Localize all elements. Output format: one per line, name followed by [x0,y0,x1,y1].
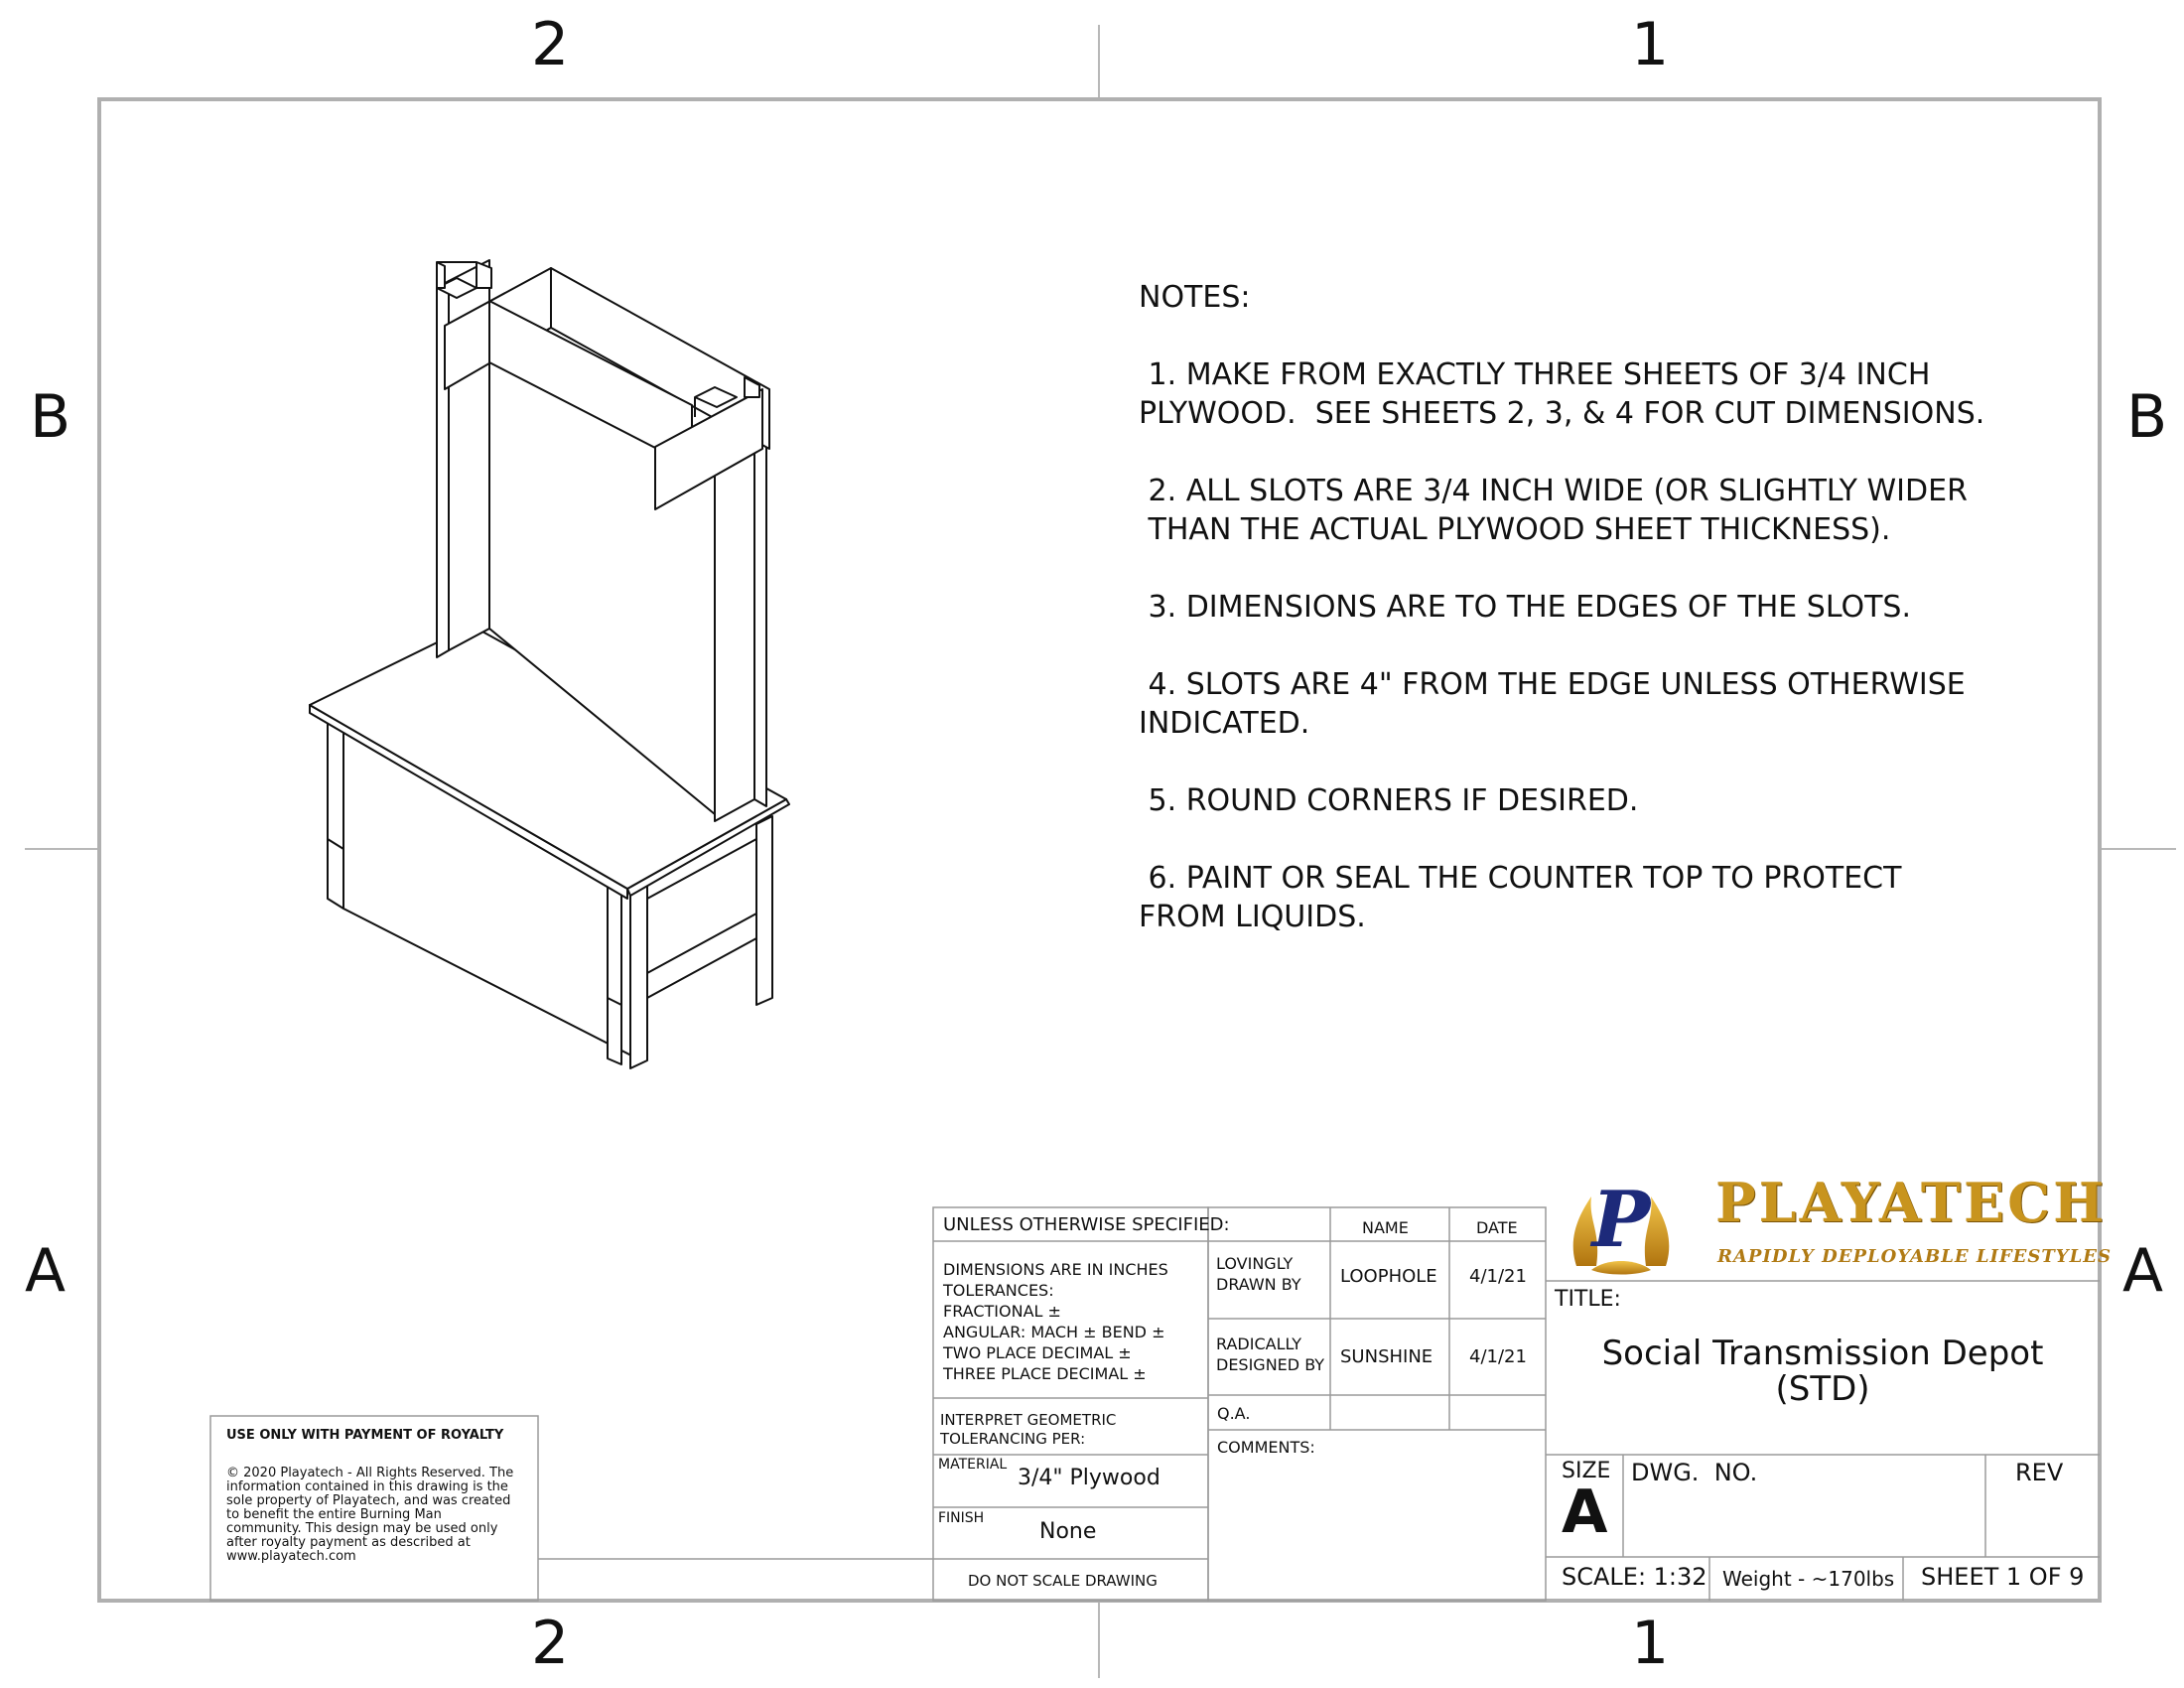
title-label: TITLE: [1555,1287,1621,1312]
zone-top-2: 2 [531,10,570,79]
royalty-line: © 2020 Playatech - All Rights Reserved. The [226,1466,514,1480]
qa-label: Q.A. [1217,1404,1251,1423]
notes-line: 6. PAINT OR SEAL THE COUNTER TOP TO PROTECT [1139,861,1902,896]
dwg-no-label: DWG. NO. [1631,1459,1758,1486]
drawn-by-label-line: DRAWN BY [1216,1275,1301,1294]
zone-top-1: 1 [1631,10,1670,79]
royalty-line: information contained in this drawing is the [226,1479,508,1494]
notes-line: 2. ALL SLOTS ARE 3/4 INCH WIDE (OR SLIGHTLY WIDER [1139,474,1968,508]
royalty-line: sole property of Playatech, and was created [226,1493,511,1508]
designed-by-label-line: RADICALLY [1216,1335,1302,1353]
sheet-number: SHEET 1 OF 9 [1921,1563,2085,1591]
notes-line: 4. SLOTS ARE 4" FROM THE EDGE UNLESS OTHERWISE [1139,667,1966,702]
zone-bottom-1: 1 [1631,1609,1670,1678]
zone-right-B: B [2126,382,2168,452]
designed-by-label-line: DESIGNED BY [1216,1355,1325,1374]
drawn-by-label [1216,1253,1301,1295]
interpret-line: INTERPRET GEOMETRIC [940,1411,1117,1429]
notes-line: INDICATED. [1139,706,1310,741]
notes-line: THAN THE ACTUAL PLYWOOD SHEET THICKNESS). [1139,512,1891,547]
drawn-by-label-line: LOVINGLY [1216,1254,1294,1273]
zone-bottom-2: 2 [531,1609,570,1678]
material-value: 3/4" Plywood [1018,1466,1160,1490]
notes-line: 3. DIMENSIONS ARE TO THE EDGES OF THE SLOTS. [1139,590,1911,625]
tolerance-line: FRACTIONAL ± [943,1302,1061,1321]
designed-by-label [1216,1334,1324,1375]
playatech-logo [1567,1167,2113,1278]
tolerance-line: DIMENSIONS ARE IN INCHES [943,1260,1168,1279]
name-header: NAME [1362,1218,1409,1237]
drawn-by-name: LOOPHOLE [1340,1266,1437,1287]
zone-left-A: A [25,1236,67,1306]
flame-mark-icon [1567,1167,1676,1278]
drawing-title-line1: Social Transmission Depot [1601,1334,2044,1373]
weight-value: Weight - ~170lbs [1722,1567,1895,1591]
royalty-notice [226,1428,534,1564]
royalty-line: www.playatech.com [226,1549,356,1564]
date-header: DATE [1476,1218,1518,1237]
notes-line: 1. MAKE FROM EXACTLY THREE SHEETS OF 3/4 INCH [1139,357,1931,392]
designed-by-date: 4/1/21 [1469,1346,1527,1367]
tolerance-line: TOLERANCES: [943,1281,1054,1300]
finish-label: FINISH [938,1510,985,1526]
logo-name: PLAYATECH [1715,1171,2108,1234]
notes-line: FROM LIQUIDS. [1139,900,1366,934]
drawing-title [1546,1336,2100,1407]
drawn-by-date: 4/1/21 [1469,1266,1527,1287]
royalty-title: USE ONLY WITH PAYMENT OF ROYALTY [226,1428,504,1443]
scale-value: SCALE: 1:32 [1562,1563,1707,1591]
material-label: MATERIAL [938,1457,1008,1473]
do-not-scale-note: DO NOT SCALE DRAWING [968,1572,1158,1590]
notes-heading: NOTES: [1139,280,1251,315]
logo-tagline: RAPIDLY DEPLOYABLE LIFESTYLES [1717,1246,2113,1267]
size-label: SIZE [1562,1459,1611,1483]
tolerance-line: ANGULAR: MACH ± BEND ± [943,1323,1165,1341]
comments-label: COMMENTS: [1217,1438,1315,1457]
royalty-line: after royalty payment as described at [226,1535,471,1550]
designed-by-name: SUNSHINE [1340,1346,1433,1367]
drawing-title-line2: (STD) [1775,1369,1870,1409]
notes-line: 5. ROUND CORNERS IF DESIRED. [1139,783,1639,818]
tolerance-line: THREE PLACE DECIMAL ± [943,1364,1147,1383]
notes-line: PLYWOOD. SEE SHEETS 2, 3, & 4 FOR CUT DIMENSIONS. [1139,396,1985,431]
zone-left-B: B [30,382,71,452]
royalty-line: community. This design may be used only [226,1521,498,1536]
logo-mark-letter: P [1591,1175,1651,1265]
royalty-line: to benefit the entire Burning Man [226,1507,442,1522]
rev-label: REV [2015,1459,2064,1486]
size-value: A [1562,1477,1608,1547]
interpret-block [940,1411,1116,1449]
finish-value: None [1039,1519,1097,1544]
tolerance-line: TWO PLACE DECIMAL ± [943,1343,1132,1362]
tolerances-block [943,1259,1168,1384]
interpret-line: TOLERANCING PER: [940,1430,1086,1448]
zone-right-A: A [2122,1236,2164,1306]
specs-header: UNLESS OTHERWISE SPECIFIED: [943,1214,1230,1235]
